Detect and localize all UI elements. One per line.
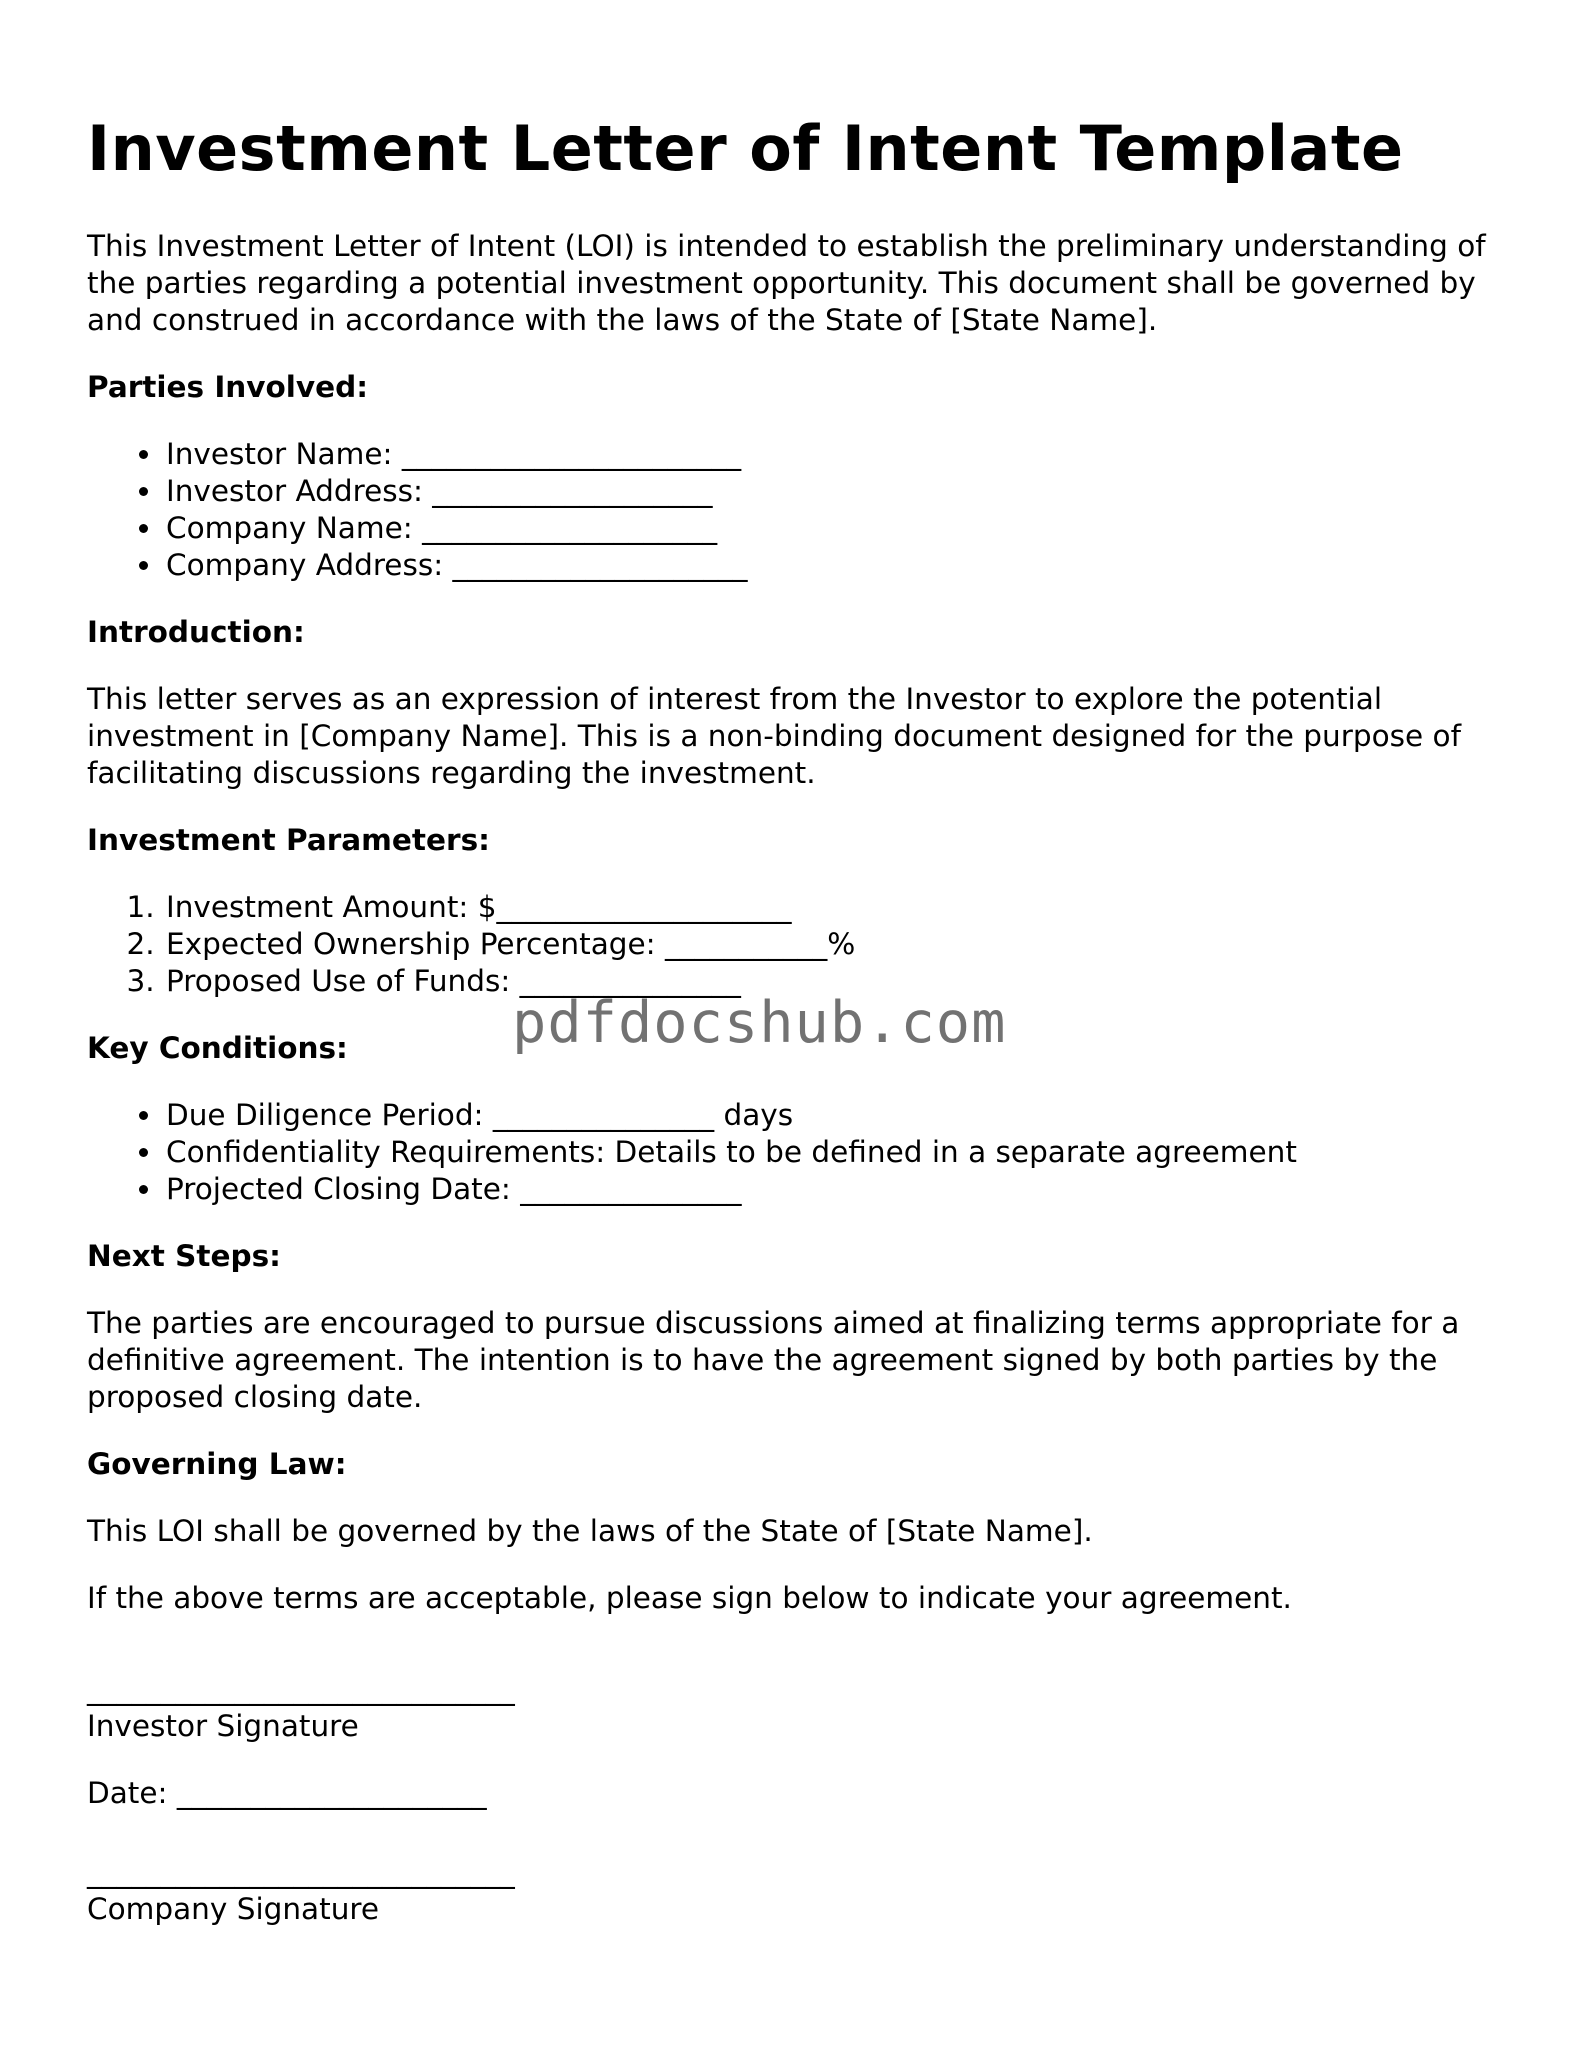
company-signature-label: Company Signature — [87, 1892, 380, 1926]
parties-list — [87, 436, 1507, 584]
list-item: • Due Diligence Period: _______________ days — [164, 1097, 1507, 1134]
list-item: 3. Proposed Use of Funds: _______________ — [164, 963, 1507, 1000]
acceptance-paragraph: If the above terms are acceptable, please sign below to indicate your agreement. — [87, 1581, 1292, 1615]
list-item: 2. Expected Ownership Percentage: ___________% — [164, 926, 1507, 963]
governing-law-paragraph: This LOI shall be governed by the laws of the State of [State Name]. — [87, 1514, 1093, 1548]
parties-heading: Parties Involved: — [87, 370, 369, 404]
governing-law-heading: Governing Law: — [87, 1447, 347, 1481]
investor-signature-label: Investor Signature — [87, 1709, 359, 1743]
list-item: • Investor Name: _______________________ — [164, 436, 1507, 473]
date-line: Date: _____________________ — [87, 1776, 487, 1810]
investor-signature-block — [87, 1671, 1507, 1812]
list-item: • Confidentiality Requirements: Details to be defined in a separate agreement — [164, 1134, 1507, 1171]
watermark: pdfdocshub.com — [512, 990, 1007, 1056]
intro-paragraph: This Investment Letter of Intent (LOI) is intended to establish the preliminary understanding of the parties regarding a potential investment opportunity. This document shall be governed by and construed in accordance with the laws of the State of [State Name]. — [87, 229, 1486, 337]
conditions-list — [87, 1097, 1507, 1208]
next-steps-paragraph: The parties are encouraged to pursue discussions aimed at finalizing terms appropriate for a definitive agreement. The intention is to have the agreement signed by both parties by the proposed closing date. — [87, 1306, 1460, 1414]
company-signature-block — [87, 1854, 1507, 1928]
list-item: • Company Name: ____________________ — [164, 510, 1507, 547]
parameters-heading: Investment Parameters: — [87, 823, 490, 857]
next-steps-heading: Next Steps: — [87, 1239, 281, 1273]
investor-signature-line: _____________________________ — [87, 1672, 515, 1706]
introduction-heading: Introduction: — [87, 615, 305, 649]
list-item: • Projected Closing Date: _______________ — [164, 1171, 1507, 1208]
introduction-paragraph: This letter serves as an expression of interest from the Investor to explore the potential investment in [Company Name]. This is a non-binding document designed for the purpose of facilitating discussions regarding the investment. — [87, 682, 1461, 790]
list-item: 1. Investment Amount: $____________________ — [164, 889, 1507, 926]
conditions-heading: Key Conditions: — [87, 1031, 348, 1065]
list-item: • Company Address: ____________________ — [164, 547, 1507, 584]
document-title: Investment Letter of Intent Template — [87, 112, 1404, 185]
list-item: • Investor Address: ___________________ — [164, 473, 1507, 510]
parameters-list — [87, 889, 1507, 1000]
company-signature-line: _____________________________ — [87, 1855, 515, 1889]
